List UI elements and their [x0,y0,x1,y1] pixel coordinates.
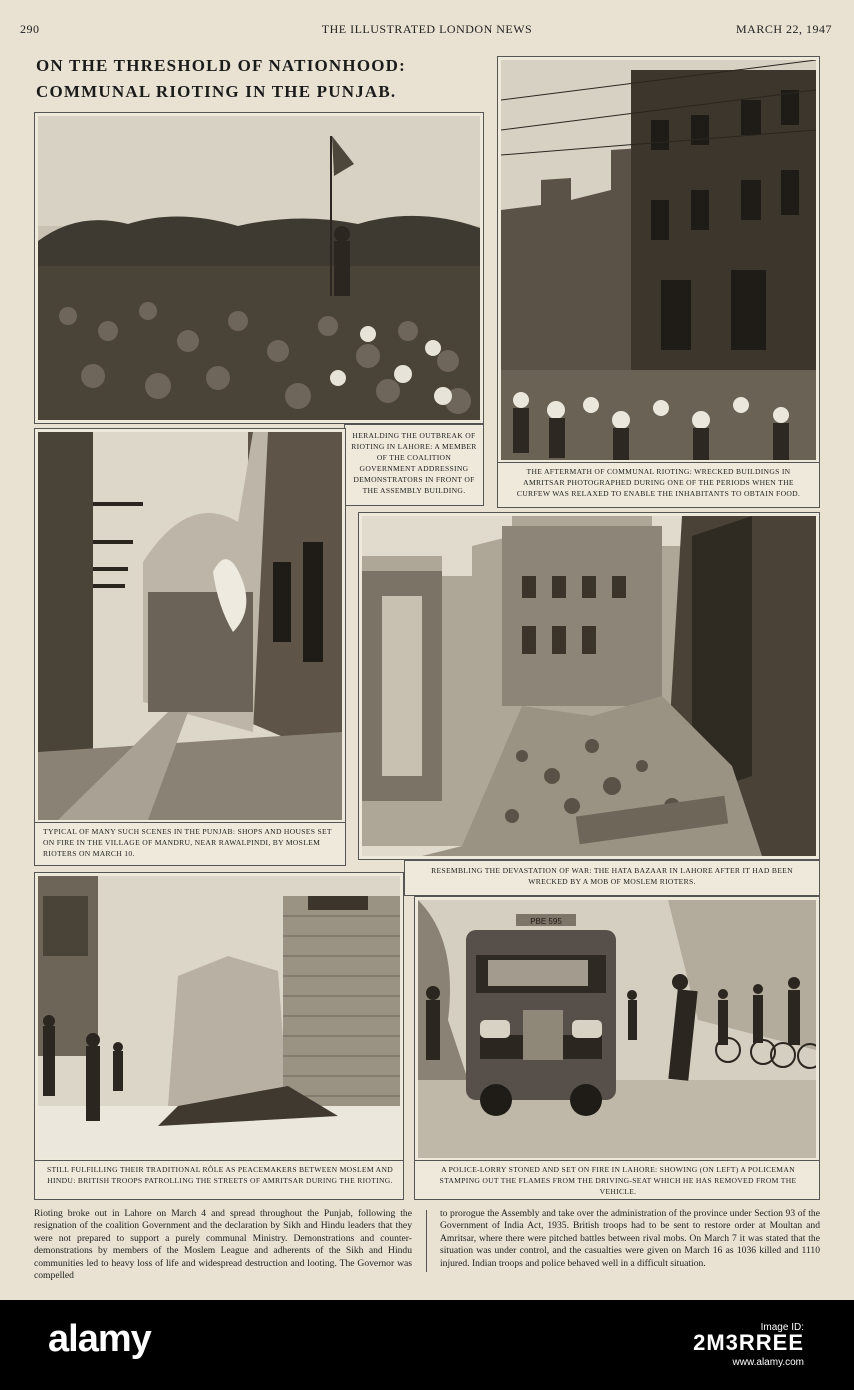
photo-frame-hata-bazaar [358,512,820,860]
caption-police-lorry: A POLICE-LORRY STONED AND SET ON FIRE IN LAHORE: SHOWING (ON LEFT) A POLICEMAN STAMPING OUT THE FLAMES FROM THE DRIVING-SEAT WHICH HE HAS REMOVED FROM THE VEHICLE. [439,1165,797,1196]
caption-hata-bazaar: RESEMBLING THE DEVASTATION OF WAR: THE HATA BAZAAR IN LAHORE AFTER IT HAD BEEN WRECKED BY A MOB OF MOSLEM RIOTERS. [431,866,793,886]
caption-box-lahore-crowd [344,424,484,506]
photo-frame-amritsar-aftermath [497,56,820,464]
alamy-logo: alamy [48,1318,151,1360]
photo-police-lorry [418,900,816,1158]
caption-lahore-crowd: HERALDING THE OUTBREAK OF RIOTING IN LAHORE: A MEMBER OF THE COALITION GOVERNMENT ADDRESSING DEMONSTRATORS IN FRONT OF THE ASSEMBLY BUILDING. [351,431,477,495]
headline-line-1: ON THE THRESHOLD OF NATIONHOOD: [36,56,407,75]
headline-line-2: COMMUNAL RIOTING IN THE PUNJAB. [36,82,397,101]
article-column-1: Rioting broke out in Lahore on March 4 and spread throughout the Punjab, following the resignation of the coalition Government and the declaration by Sikh and Hindu leaders that they were not prepared to support a purely communal Ministry. Demonstrations and counter-demonstrations by members of the Moslem League and adherents of the Sikh and Hindu communities led to heavy loss of life and widespread destruction and looting. The Governor was compelled [34,1208,412,1282]
publication-name: THE ILLUSTRATED LONDON NEWS [321,22,533,36]
caption-box-police-lorry [414,1160,820,1200]
image-id-label: Image ID: [760,1322,804,1333]
stock-image-info [693,1320,804,1370]
photo-amritsar-aftermath [501,60,816,460]
page-number: 290 [20,22,40,36]
column-divider [426,1210,427,1272]
photo-frame-police-lorry [414,896,820,1162]
photo-mandru [38,432,342,820]
photo-frame-mandru [34,428,346,824]
photo-frame-troops [34,872,404,1162]
image-id: 2M3RREE [693,1330,804,1355]
photo-troops [38,876,400,1158]
article-column-2: to prorogue the Assembly and take over the administration of the province under Section 93 of the Government of India Act, 1935. British troops had to be sent to restore order at Moultan and Amritsar, where there were pitched battles between rival mobs. On March 7 it was stated that the situation was under control, and the casualties were given on March 16 as 1036 killed and 1110 injured. Indian troops and police behaved well in a difficult situation. [440,1208,820,1269]
stock-site: www.alamy.com [732,1357,804,1368]
caption-amritsar-aftermath: THE AFTERMATH OF COMMUNAL RIOTING: WRECKED BUILDINGS IN AMRITSAR PHOTOGRAPHED DURING ONE OF THE PERIODS WHEN THE CURFEW WAS RELAXED TO ENABLE THE INHABITANTS TO OBTAIN FOOD. [516,467,801,498]
caption-troops: STILL FULFILLING THEIR TRADITIONAL RÔLE AS PEACEMAKERS BETWEEN MOSLEM AND HINDU: BRITISH TROOPS PATROLLING THE STREETS OF AMRITSAR DURING THE RIOTING. [46,1165,394,1185]
lorry-plate: PBE 595 [530,917,562,926]
issue-date: MARCH 22, 1947 [735,22,832,36]
photo-hata-bazaar [362,516,816,856]
photo-lahore-crowd [38,116,480,420]
photo-frame-lahore-crowd [34,112,484,424]
caption-box-amritsar-aftermath [497,462,820,508]
caption-mandru: TYPICAL OF MANY SUCH SCENES IN THE PUNJAB: SHOPS AND HOUSES SET ON FIRE IN THE VILLAGE OF MANDRU, NEAR RAWALPINDI, BY MOSLEM RIOTERS ON MARCH 10. [43,827,332,858]
caption-box-troops [34,1160,404,1200]
caption-box-hata-bazaar [404,860,820,896]
caption-box-mandru [34,822,346,866]
